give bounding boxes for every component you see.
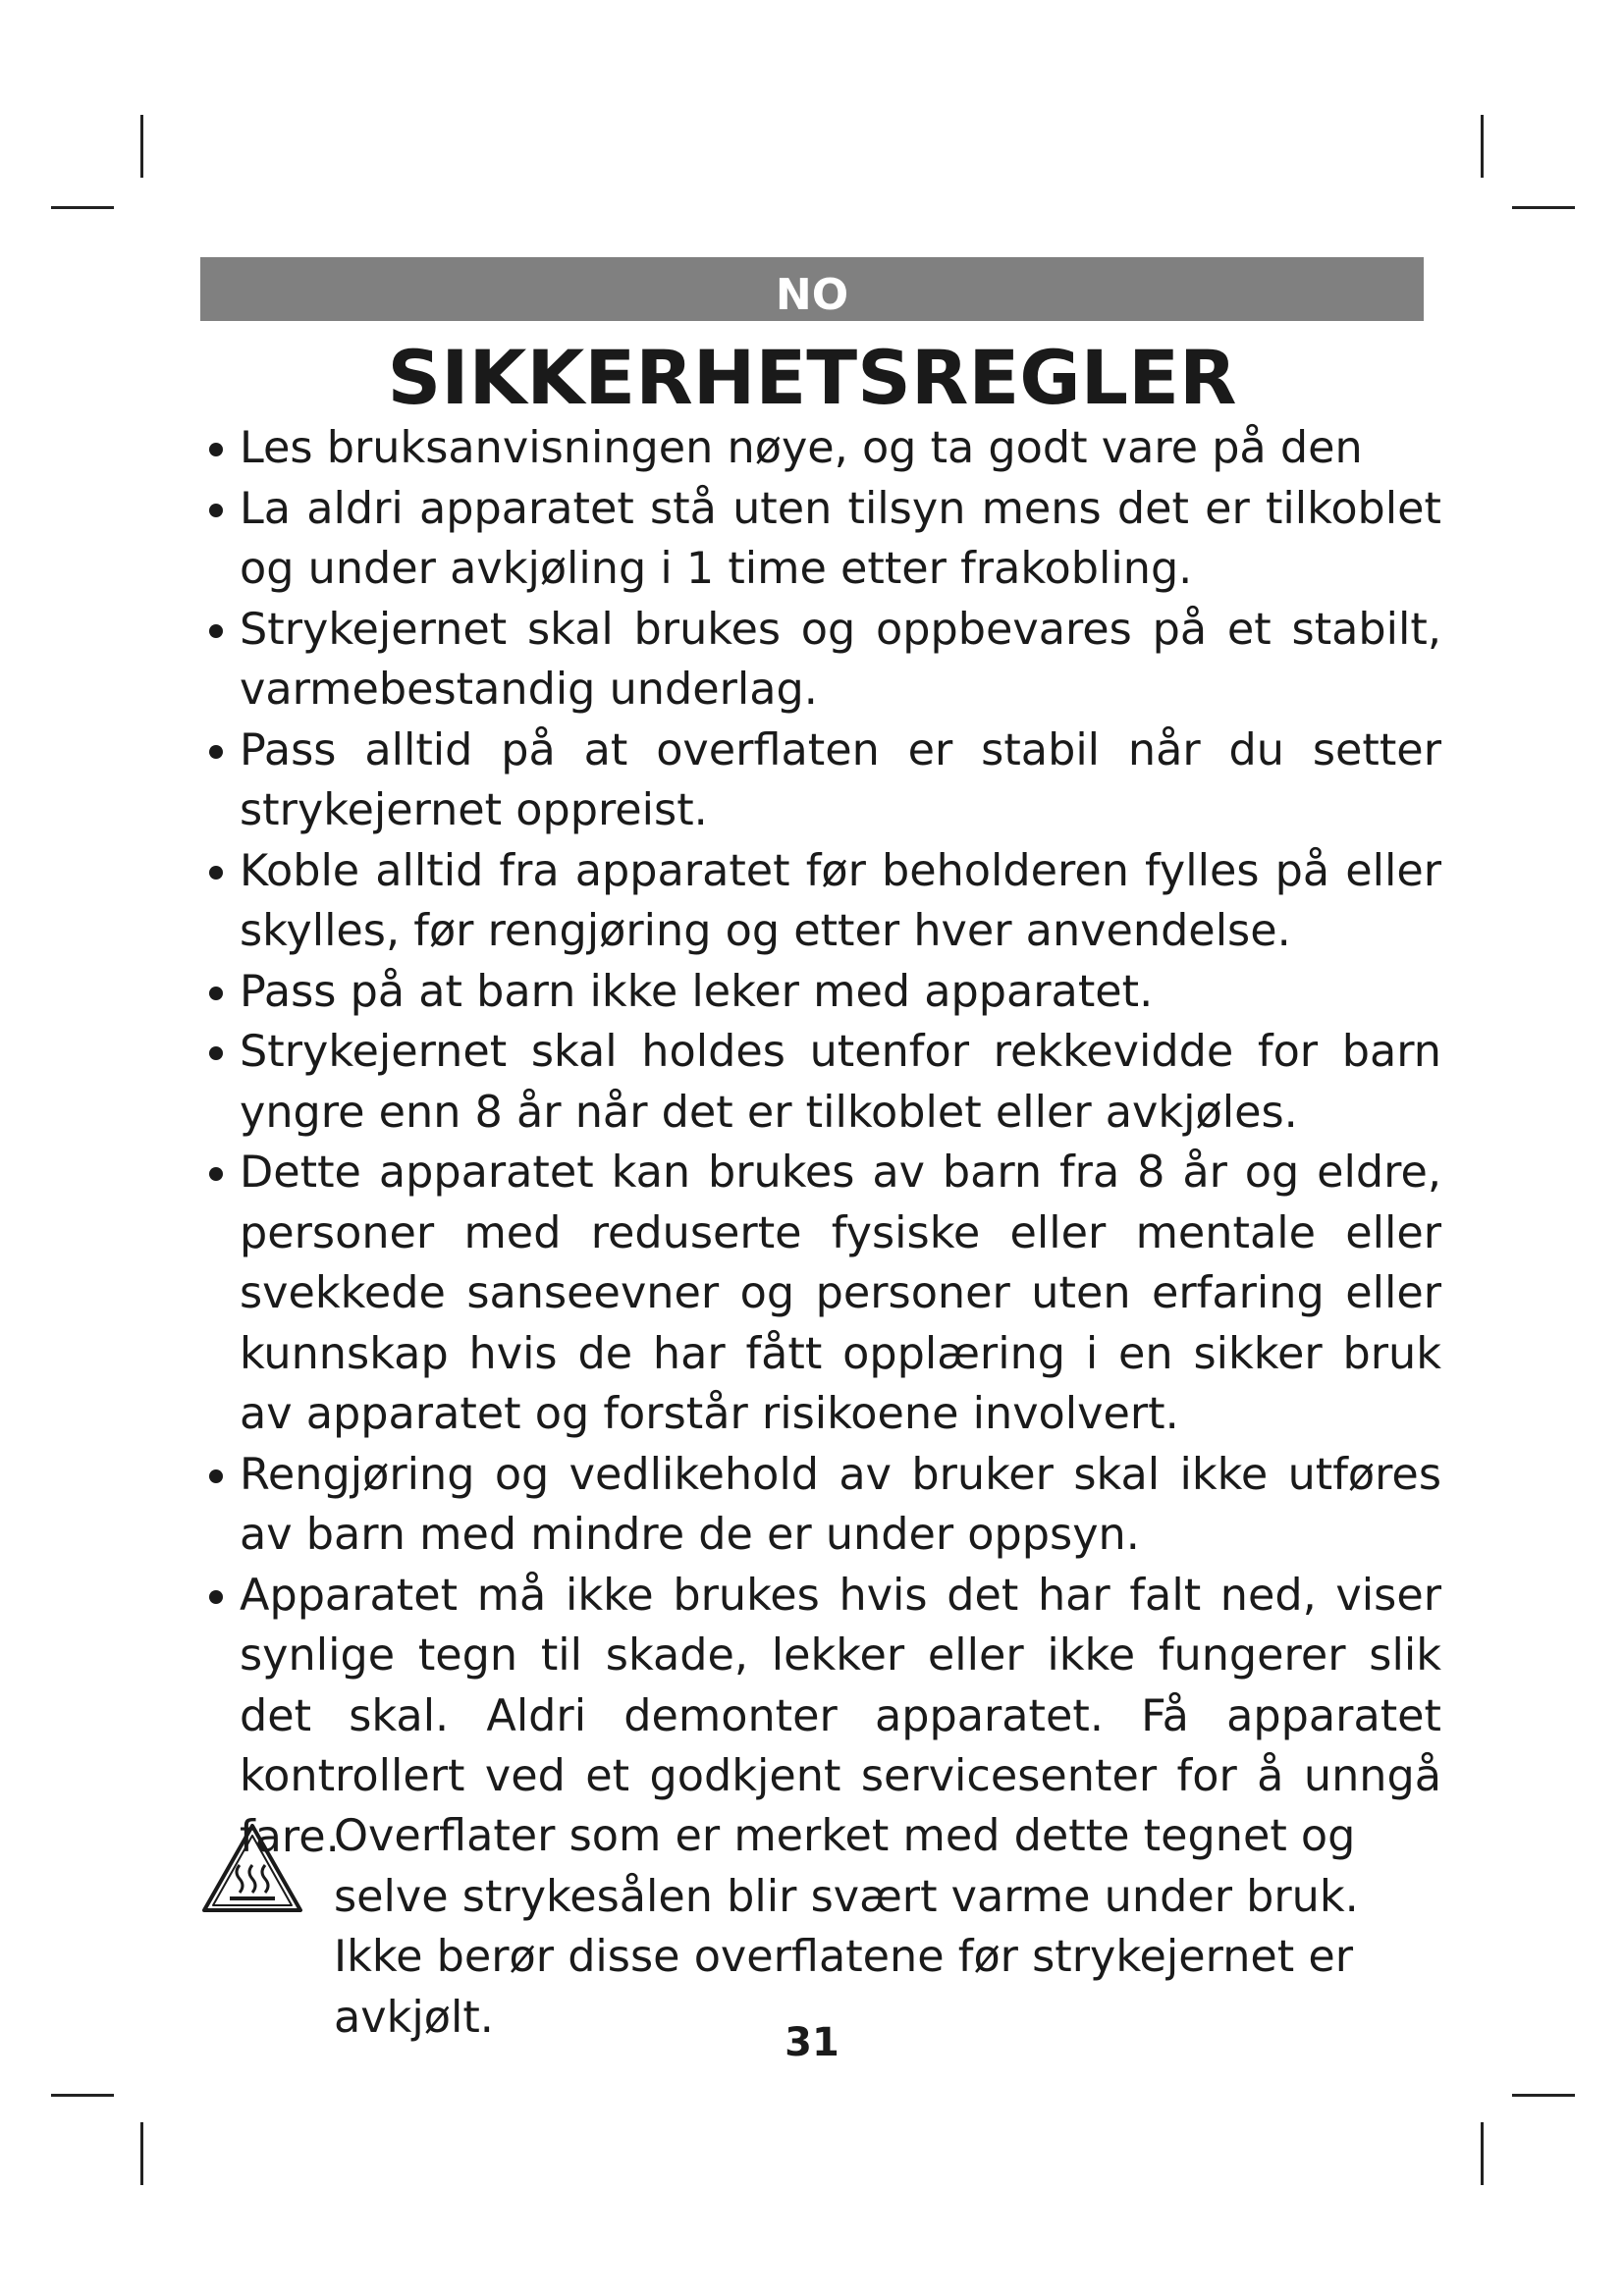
crop-mark-bottom-left-vertical <box>140 2122 143 2185</box>
hot-surface-warning-icon <box>200 1822 304 1916</box>
page-number: 31 <box>785 2020 839 2065</box>
rule-item-8: Dette apparatet kan brukes av barn fra 8 år og eldre, personer med reduserte fysiske eller mentale eller svekkede sanseevner og personer uten erfaring eller kunnskap hvis de har fått opplæring i en sikker bruk av apparatet og forstår risikoene involvert. <box>204 1143 1441 1445</box>
crop-mark-top-right-vertical <box>1481 115 1484 178</box>
rule-item-9: Rengjøring og vedlikehold av bruker skal ikke utføres av barn med mindre de er under oppsyn. <box>204 1445 1441 1566</box>
language-bar: NO <box>200 257 1424 321</box>
crop-mark-bottom-left-horizontal <box>51 2094 114 2097</box>
crop-mark-bottom-right-horizontal <box>1512 2094 1575 2097</box>
safety-rules-list <box>204 418 1490 1867</box>
rule-item-1: Les bruksanvisningen nøye, og ta godt vare på den <box>204 418 1441 479</box>
rule-item-4: Pass alltid på at overflaten er stabil når du setter strykejernet oppreist. <box>204 721 1441 841</box>
crop-mark-top-right-horizontal <box>1512 206 1575 209</box>
rule-item-10: Apparatet må ikke brukes hvis det har falt ned, viser synlige tegn til skade, lekker eller ikke fungerer slik det skal. Aldri demonter apparatet. Få apparatet kontrollert ved et godkjent servicesenter for å unngå fare. <box>204 1566 1441 1868</box>
rule-item-7: Strykejernet skal holdes utenfor rekkevidde for barn yngre enn 8 år når det er tilkoblet eller avkjøles. <box>204 1022 1441 1143</box>
rule-item-5: Koble alltid fra apparatet før beholderen fylles på eller skylles, før rengjøring og etter hver anvendelse. <box>204 841 1441 962</box>
crop-mark-top-left-horizontal <box>51 206 114 209</box>
crop-mark-bottom-right-vertical <box>1481 2122 1484 2185</box>
rule-item-2: La aldri apparatet stå uten tilsyn mens det er tilkoblet og under avkjøling i 1 time etter frakobling. <box>204 479 1441 600</box>
warning-text: Overflater som er merket med dette tegnet og selve strykesålen blir svært varme under bruk. Ikke berør disse overflatene før strykejernet er avkjølt. <box>334 1811 1359 2043</box>
page-title: SIKKERHETSREGLER <box>387 334 1237 421</box>
rule-item-6: Pass på at barn ikke leker med apparatet. <box>204 962 1441 1023</box>
rule-item-3: Strykejernet skal brukes og oppbevares på et stabilt, varmebestandig underlag. <box>204 600 1441 721</box>
crop-mark-top-left-vertical <box>140 115 143 178</box>
